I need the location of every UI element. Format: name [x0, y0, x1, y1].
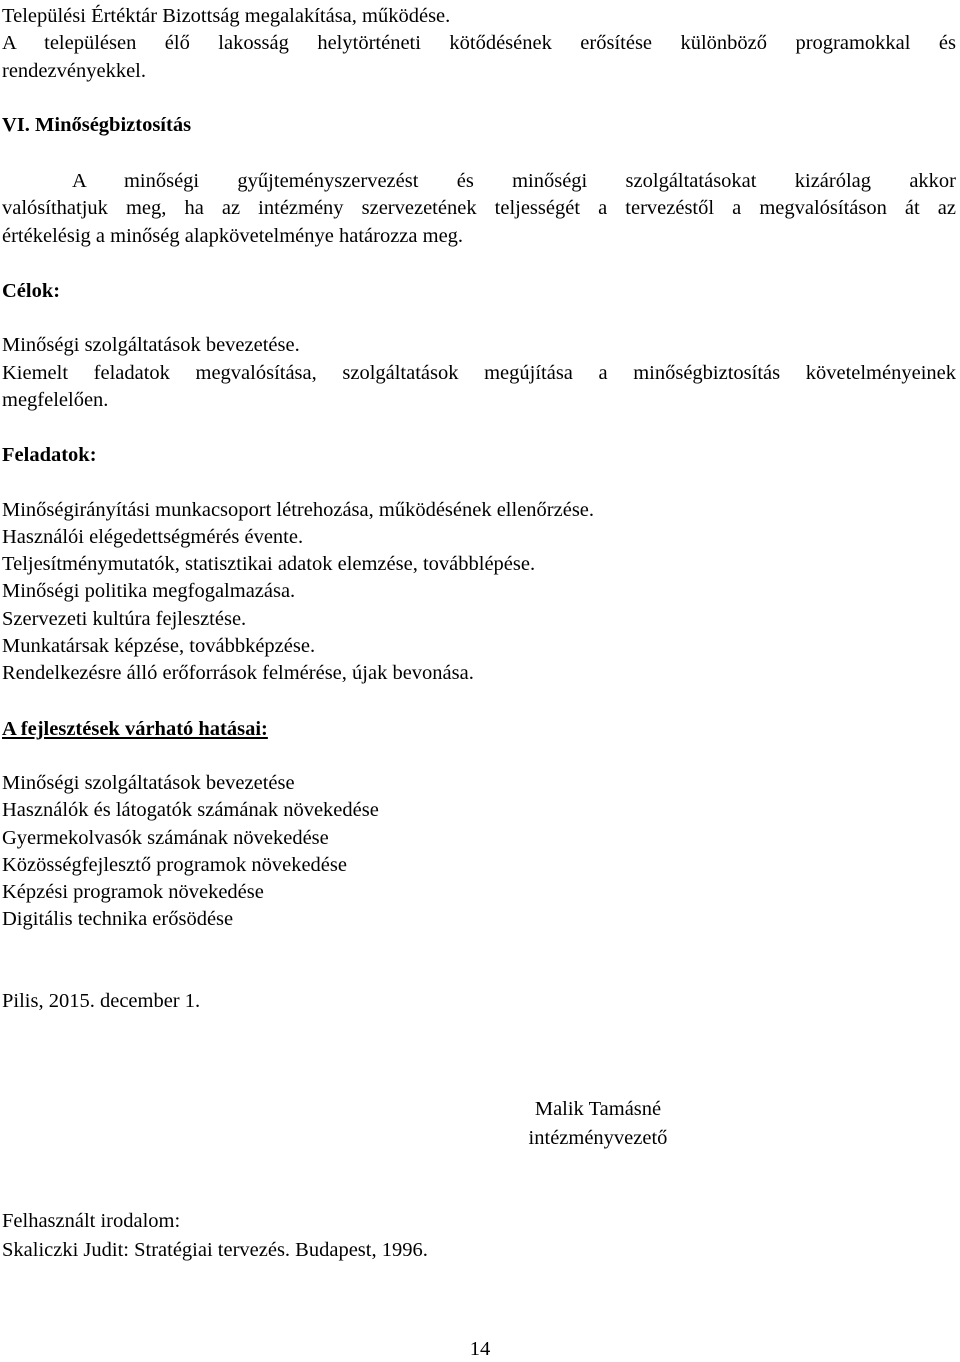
task-item: Minőségi politika megfogalmazása. [2, 580, 296, 603]
intro-line: Települési Értéktár Bizottság megalakítása, működése. [2, 5, 451, 27]
signatory-title: intézményvezető [528, 1127, 668, 1149]
effect-item: Használók és látogatók számának növekedése [2, 799, 379, 822]
effects-list [2, 770, 956, 934]
paragraph-line: valósíthatjuk meg, ha az intézmény szervezetének teljességét a tervezéstől a megvalósításon át az [2, 197, 956, 220]
goal-line: Minőségi szolgáltatások bevezetése. [2, 334, 300, 357]
tasks-list [2, 497, 956, 688]
task-item: Munkatársak képzése, továbbképzése. [2, 635, 316, 658]
sources-heading: Felhasznált irodalom: [2, 1210, 181, 1232]
section-heading: VI. Minőségbiztosítás [2, 113, 192, 136]
effect-item: Digitális technika erősödése [2, 908, 234, 931]
paragraph-line: A minőségi gyűjteményszervezést és minőségi szolgáltatásokat kizárólag akkor [72, 170, 956, 193]
page-number: 14 [469, 1338, 491, 1360]
document-date: Pilis, 2015. december 1. [2, 990, 201, 1012]
paragraph-line: értékelésig a minőség alapkövetelménye határozza meg. [2, 224, 464, 247]
signatory-name: Malik Tamásné [534, 1098, 662, 1120]
document-page [2, 3, 956, 934]
intro-line: rendezvényekkel. [2, 59, 146, 82]
effects-heading: A fejlesztések várható hatásai: [2, 717, 268, 740]
goals-list [2, 332, 956, 414]
goals-heading: Célok: [2, 280, 61, 303]
task-item: Rendelkezésre álló erőforrások felmérése, újak bevonása. [2, 662, 474, 685]
sources-block [2, 1207, 428, 1265]
effect-item: Gyermekolvasók számának növekedése [2, 826, 329, 849]
task-item: Szervezeti kultúra fejlesztése. [2, 607, 247, 630]
intro-line: A településen élő lakosság helytörténeti kötődésének erősítése különböző programokkal és [2, 32, 956, 55]
task-item: Használói elégedettségmérés évente. [2, 525, 304, 548]
effect-item: Közösségfejlesztő programok növekedése [2, 853, 347, 876]
goal-line: Kiemelt feladatok megvalósítása, szolgáltatások megújítása a minőségbiztosítás követelményeinek [2, 361, 956, 384]
goal-line: megfelelően. [2, 388, 109, 411]
tasks-heading: Feladatok: [2, 444, 97, 467]
effect-item: Minőségi szolgáltatások bevezetése [2, 771, 295, 794]
intro-block [2, 3, 956, 85]
task-item: Teljesítménymutatók, statisztikai adatok elemzése, továbblépése. [2, 553, 536, 576]
task-item: Minőségirányítási munkacsoport létrehozása, működésének ellenőrzése. [2, 498, 595, 521]
effect-item: Képzési programok növekedése [2, 881, 264, 904]
section-paragraph [2, 168, 956, 250]
signature-block [478, 1095, 718, 1153]
source-item: Skaliczki Judit: Stratégiai tervezés. Budapest, 1996. [2, 1239, 428, 1261]
